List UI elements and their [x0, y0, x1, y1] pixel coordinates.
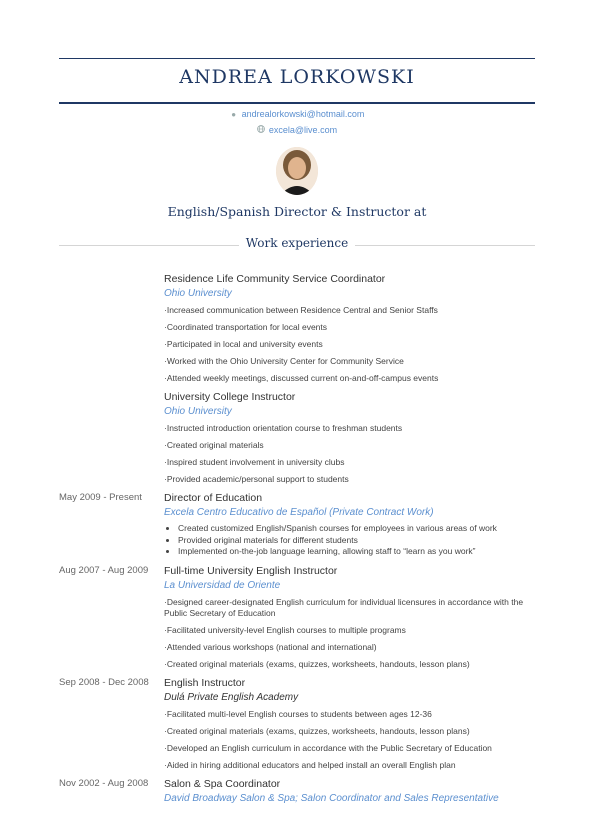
job-title: Residence Life Community Service Coordinator	[164, 273, 386, 285]
job-entry	[0, 390, 594, 485]
job-title: Full-time University English Instructor	[164, 564, 338, 577]
email-text[interactable]: andrealorkowski@hotmail.com	[241, 109, 365, 119]
job-line: ·Provided academic/personal support to students	[164, 474, 349, 484]
top-rule	[59, 58, 535, 59]
job-line: ·Inspired student involvement in university clubs	[164, 457, 345, 467]
job-line: ·Created original materials	[164, 440, 264, 450]
job-bullet: • Provided original materials for different students	[178, 535, 536, 547]
job-line: ·Designed career-designated English curriculum for individual licensures in accordance with the Public Secretary of Education	[164, 596, 524, 618]
job-entry	[0, 676, 594, 771]
job-line: ·Facilitated university-level English courses to multiple programs	[164, 624, 406, 635]
job-line: ·Instructed introduction orientation course to freshman students	[164, 423, 403, 433]
job-organization: Excela Centro Educativo de Español (Private Contract Work)	[164, 507, 434, 518]
job-line: ·Increased communication between Residence Central and Senior Staffs	[164, 305, 438, 315]
candidate-name: ANDREA LORKOWSKI	[179, 66, 415, 88]
job-line: ·Aided in hiring additional educators and helped install an overall English plan	[164, 759, 456, 770]
section-title: Work experience	[245, 236, 349, 250]
website-text[interactable]: excela@live.com	[268, 125, 338, 135]
job-bullet-list	[164, 523, 536, 558]
job-date: May 2009 - Present	[59, 492, 142, 503]
job-line: ·Attended weekly meetings, discussed current on-and-off-campus events	[164, 373, 439, 383]
job-entry	[0, 491, 594, 558]
job-entry	[0, 272, 594, 384]
email-contact[interactable]	[0, 109, 594, 119]
job-date: Sep 2008 - Dec 2008	[59, 676, 149, 688]
job-title: English Instructor	[164, 676, 246, 689]
job-line: ·Coordinated transportation for local events	[164, 322, 328, 332]
job-line: ·Facilitated multi-level English courses to students between ages 12-36	[164, 708, 432, 719]
job-organization: Ohio University	[164, 406, 232, 417]
job-organization: David Broadway Salon & Spa; Salon Coordinator and Sales Representative	[164, 792, 499, 804]
job-line: ·Participated in local and university events	[164, 339, 323, 349]
name-underline	[59, 102, 535, 104]
job-date: Aug 2007 - Aug 2009	[59, 564, 149, 576]
avatar	[276, 147, 318, 195]
job-line: ·Created original materials (exams, quizzes, worksheets, handouts, lesson plans)	[164, 725, 470, 736]
job-title: Salon & Spa Coordinator	[164, 777, 281, 790]
job-title: Director of Education	[164, 492, 263, 504]
job-entry	[0, 564, 594, 670]
job-entry	[0, 777, 594, 807]
job-organization: Ohio University	[164, 288, 232, 299]
job-bullet: • Created customized English/Spanish courses for employees in various areas of work	[178, 523, 536, 535]
job-organization: La Universidad de Oriente	[164, 579, 281, 591]
bullet-icon: ●	[231, 110, 237, 119]
job-bullet: • Implemented on-the-job language learning, allowing staff to “learn as you work”	[178, 546, 536, 558]
globe-icon	[257, 125, 265, 135]
job-list	[0, 272, 594, 811]
job-line: ·Developed an English curriculum in accordance with the Public Secretary of Education	[164, 742, 492, 753]
headline: English/Spanish Director & Instructor at	[167, 204, 427, 219]
job-organization: Dulá Private English Academy	[164, 691, 299, 703]
job-line: ·Worked with the Ohio University Center for Community Service	[164, 356, 404, 366]
job-line: ·Attended various workshops (national and international)	[164, 641, 377, 652]
job-date: Nov 2002 - Aug 2008	[59, 777, 149, 789]
job-title: University College Instructor	[164, 391, 296, 403]
website-contact[interactable]	[0, 125, 594, 135]
job-line: ·Created original materials (exams, quizzes, worksheets, handouts, lesson plans)	[164, 658, 470, 669]
